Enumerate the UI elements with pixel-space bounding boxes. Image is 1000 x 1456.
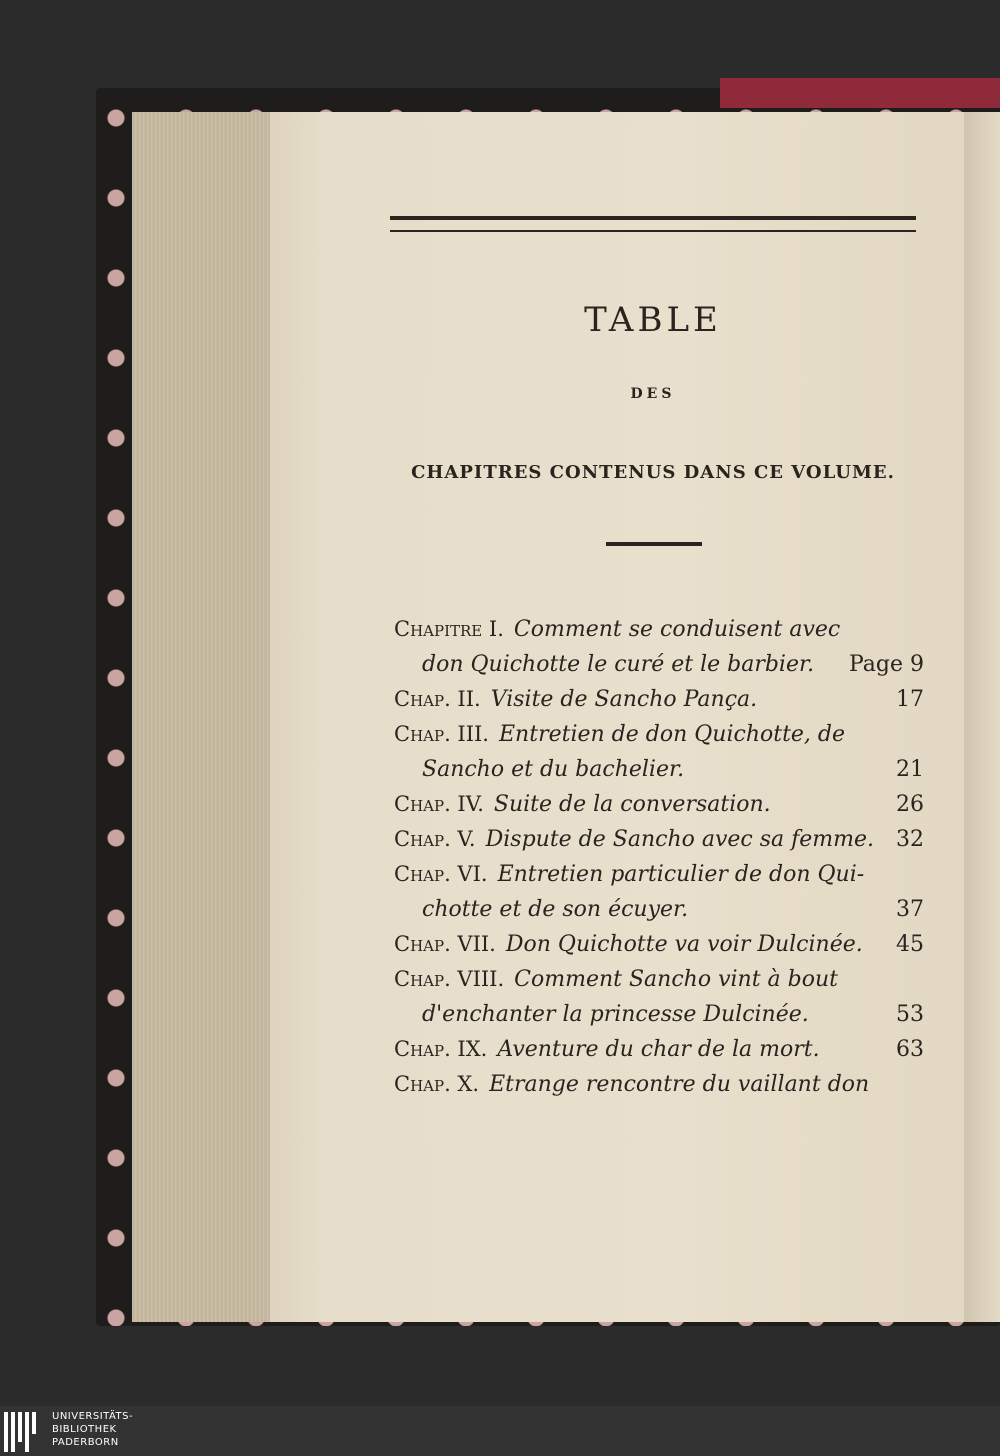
toc-line [394,892,924,927]
logo-line-3: PADERBORN [52,1437,119,1448]
toc-entry [394,612,924,682]
page-number: 45 [896,932,924,957]
page-title: TABLE [584,300,722,340]
toc-entry [394,1067,924,1102]
page-number: 17 [896,687,924,712]
chapter-title: Entretien particulier de don Qui- [497,862,865,887]
toc-line [394,752,924,787]
chapter-title: d'enchanter la princesse Dulcinée. [422,1002,809,1027]
chapter-label: Chap. IV. [394,792,484,816]
chapter-title: Sancho et du bachelier. [422,757,685,782]
book-page [270,112,964,1322]
chapter-label: Chap. VII. [394,932,496,956]
page-number: 53 [896,1002,924,1027]
logo-line-1: UNIVERSITÄTS- [52,1411,134,1422]
toc-line [394,927,924,962]
toc-line [394,962,924,997]
toc-entry [394,927,924,962]
page-number: 63 [896,1037,924,1062]
page-des: DES [630,386,676,402]
chapter-label: Chap. V. [394,827,476,851]
facing-page [962,112,1000,1322]
chapter-label: Chap. III. [394,722,489,746]
toc-line [394,647,924,682]
toc-entry [394,822,924,857]
chapter-title: Visite de Sancho Pança. [490,687,758,712]
chapter-label: Chap. IX. [394,1037,488,1061]
top-rule [390,216,916,232]
page-number: 32 [896,827,924,852]
page-number: 37 [896,897,924,922]
page-number: Page 9 [848,652,924,677]
page-number: 26 [896,792,924,817]
page-number: 21 [896,757,924,782]
toc-line [394,997,924,1032]
chapter-label: Chap. II. [394,687,481,711]
toc-entry [394,682,924,717]
toc-line [394,857,924,892]
chapter-title: don Quichotte le curé et le barbier. [422,652,815,677]
logo-line-2: BIBLIOTHEK [52,1424,117,1435]
toc-line [394,1067,924,1102]
toc-entry [394,787,924,822]
toc-entry [394,857,924,927]
toc-line [394,612,924,647]
page-subtitle: CHAPITRES CONTENUS DANS CE VOLUME. [411,462,895,483]
library-logo-icon [4,1412,44,1452]
table-of-contents [394,612,924,1102]
toc-line [394,1032,924,1067]
toc-entry [394,962,924,1032]
chapter-title: chotte et de son écuyer. [422,897,689,922]
chapter-title: Comment se conduisent avec [513,617,841,642]
cover-spine-red [720,78,1000,108]
chapter-title: Dispute de Sancho avec sa femme. [485,827,875,852]
toc-entry [394,1032,924,1067]
chapter-label: Chap. VI. [394,862,488,886]
library-footer [0,1406,1000,1456]
chapter-title: Suite de la conversation. [493,792,771,817]
chapter-title: Don Quichotte va voir Dulcinée. [505,932,863,957]
toc-line [394,717,924,752]
chapter-title: Aventure du char de la mort. [497,1037,820,1062]
divider-rule [606,542,702,546]
toc-line [394,822,924,857]
page-edges [132,112,274,1322]
toc-entry [394,717,924,787]
chapter-label: Chap. X. [394,1072,480,1096]
chapter-title: Comment Sancho vint à bout [514,967,838,992]
chapter-label: Chap. VIII. [394,967,505,991]
chapter-label: Chapitre I. [394,617,504,641]
toc-line [394,682,924,717]
toc-line [394,787,924,822]
chapter-title: Entretien de don Quichotte, de [499,722,846,747]
chapter-title: Etrange rencontre du vaillant don [489,1072,870,1097]
library-logo-text [52,1410,133,1449]
